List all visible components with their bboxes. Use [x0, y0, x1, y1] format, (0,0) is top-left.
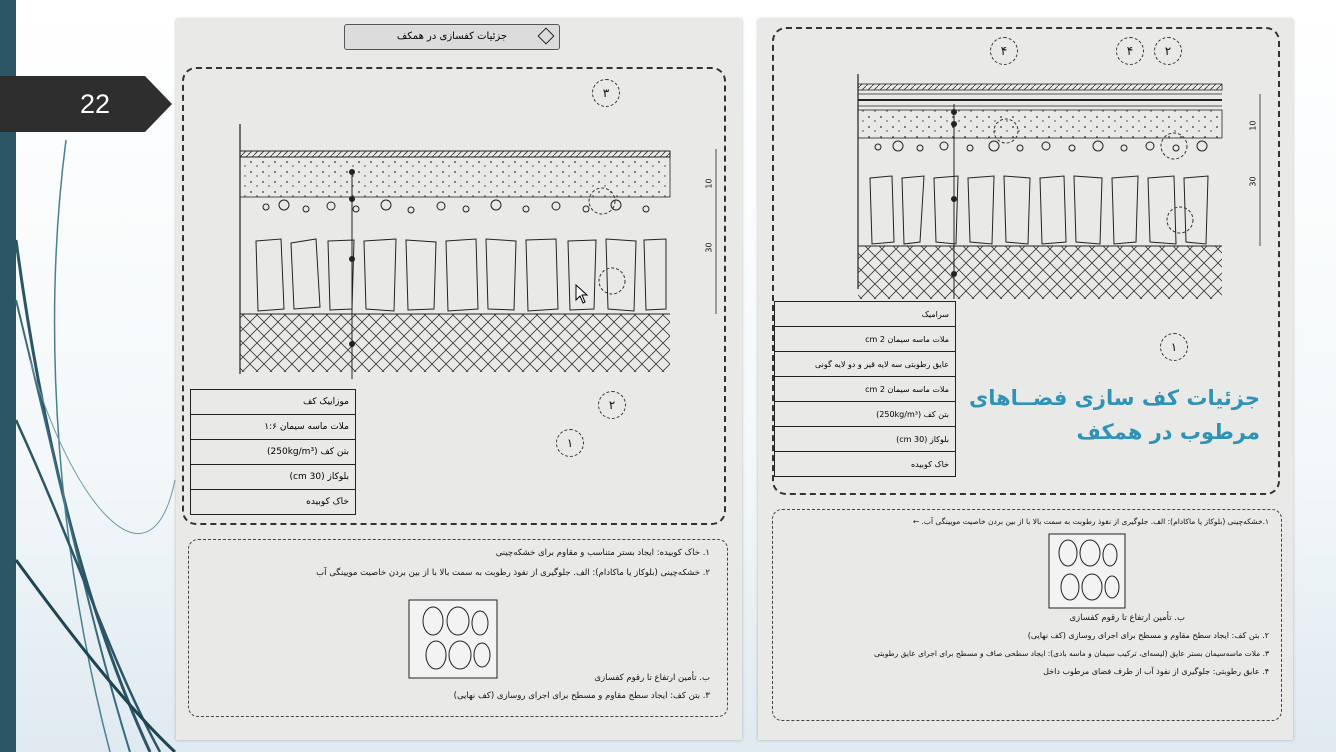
left-sheet-title: جزئیات کفسازی در همکف — [344, 24, 560, 50]
right-callout-4b: ۴ — [1116, 37, 1144, 65]
legend-row: بتن کف (250kg/m³) — [191, 440, 356, 465]
legend-row: بتن کف (250kg/m³) — [775, 402, 956, 427]
left-note-1: ۱. خاک کوبیده: ایجاد بستر متناسب و مقاوم برای خشکه‌چینی — [495, 548, 710, 558]
right-notes-box — [772, 509, 1282, 721]
right-note-2: ب. تأمین ارتفاع تا رقوم کفسازی — [1069, 613, 1185, 623]
right-floor-section-drawing — [854, 74, 1284, 299]
left-detail-sheet — [176, 19, 742, 740]
right-note-5: ۴. عایق رطوبتی: جلوگیری از نفوذ آب از طرف فضای مرطوب داخل — [1043, 667, 1269, 676]
left-callout-1: ۱ — [556, 429, 584, 457]
legend-row: موزاییک کف — [191, 390, 356, 415]
legend-row: سرامیک — [775, 302, 956, 327]
heading-line-1: جزئیات کف سازی فضــاهای — [968, 386, 1260, 410]
heading-line-2: مرطوب در همکف — [1076, 420, 1260, 444]
right-dim-30: 30 — [1248, 176, 1258, 187]
left-floor-section-drawing — [236, 119, 726, 379]
legend-row: ملات ماسه سیمان 2 cm — [775, 327, 956, 352]
right-dim-10: 10 — [1248, 120, 1258, 131]
left-gravel-thumbnail — [408, 599, 498, 679]
left-callout-2: ۲ — [598, 391, 626, 419]
legend-row: بلوکاز (30 cm) — [191, 465, 356, 490]
right-callout-1: ۱ — [1160, 333, 1188, 361]
left-note-4: ۳. بتن کف: ایجاد سطح مقاوم و مسطح برای اجرای روسازی (کف نهایی) — [453, 691, 710, 701]
left-dim-10: 10 — [704, 178, 714, 189]
left-note-3: ب. تأمین ارتفاع تا رقوم کفسازی — [594, 673, 710, 683]
right-callout-4a: ۴ — [990, 37, 1018, 65]
left-note-2: ۲. خشکه‌چینی (بلوکاز یا ماکادام): الف. جلوگیری از نفوذ رطوبت به سمت بالا با از بین بردن خاصیت مویینگی آب — [316, 568, 710, 578]
right-note-3: ۲. بتن کف: ایجاد سطح مقاوم و مسطح برای اجرای روسازی (کف نهایی) — [1027, 631, 1269, 640]
left-callout-3: ۳ — [592, 79, 620, 107]
right-detail-sheet — [758, 19, 1293, 740]
legend-row: خاک کوبیده — [191, 490, 356, 515]
right-callout-2: ۲ — [1154, 37, 1182, 65]
right-sheet-heading — [938, 381, 1260, 449]
right-legend-table — [774, 301, 956, 477]
legend-row: بلوکاز (30 cm) — [775, 427, 956, 452]
mouse-cursor-icon — [575, 284, 589, 304]
right-note-1: ۱.خشکه‌چینی (بلوکاز یا ماکادام): الف. جلوگیری از نفوذ رطوبت به سمت بالا با از بین بردن خاصیت مویینگی آب. ← — [912, 517, 1269, 526]
left-dim-30: 30 — [704, 242, 714, 253]
legend-row: خاک کوبیده — [775, 452, 956, 477]
slide-number: 22 — [80, 89, 111, 119]
legend-row: ملات ماسه سیمان ۱:۶ — [191, 415, 356, 440]
legend-row: ملات ماسه سیمان 2 cm — [775, 377, 956, 402]
left-legend-table — [190, 389, 356, 515]
legend-row: عایق رطوبتی سه لایه قیر و دو لایه گونی — [775, 352, 956, 377]
right-note-4: ۳. ملات ماسه‌سیمان بستر عایق (لیسه‌ای، ترکیب سیمان و ماسه بادی): ایجاد سطحی صاف و مسطح برای اجرای عایق رطوبتی — [874, 649, 1269, 658]
right-gravel-thumbnail — [1048, 533, 1126, 609]
